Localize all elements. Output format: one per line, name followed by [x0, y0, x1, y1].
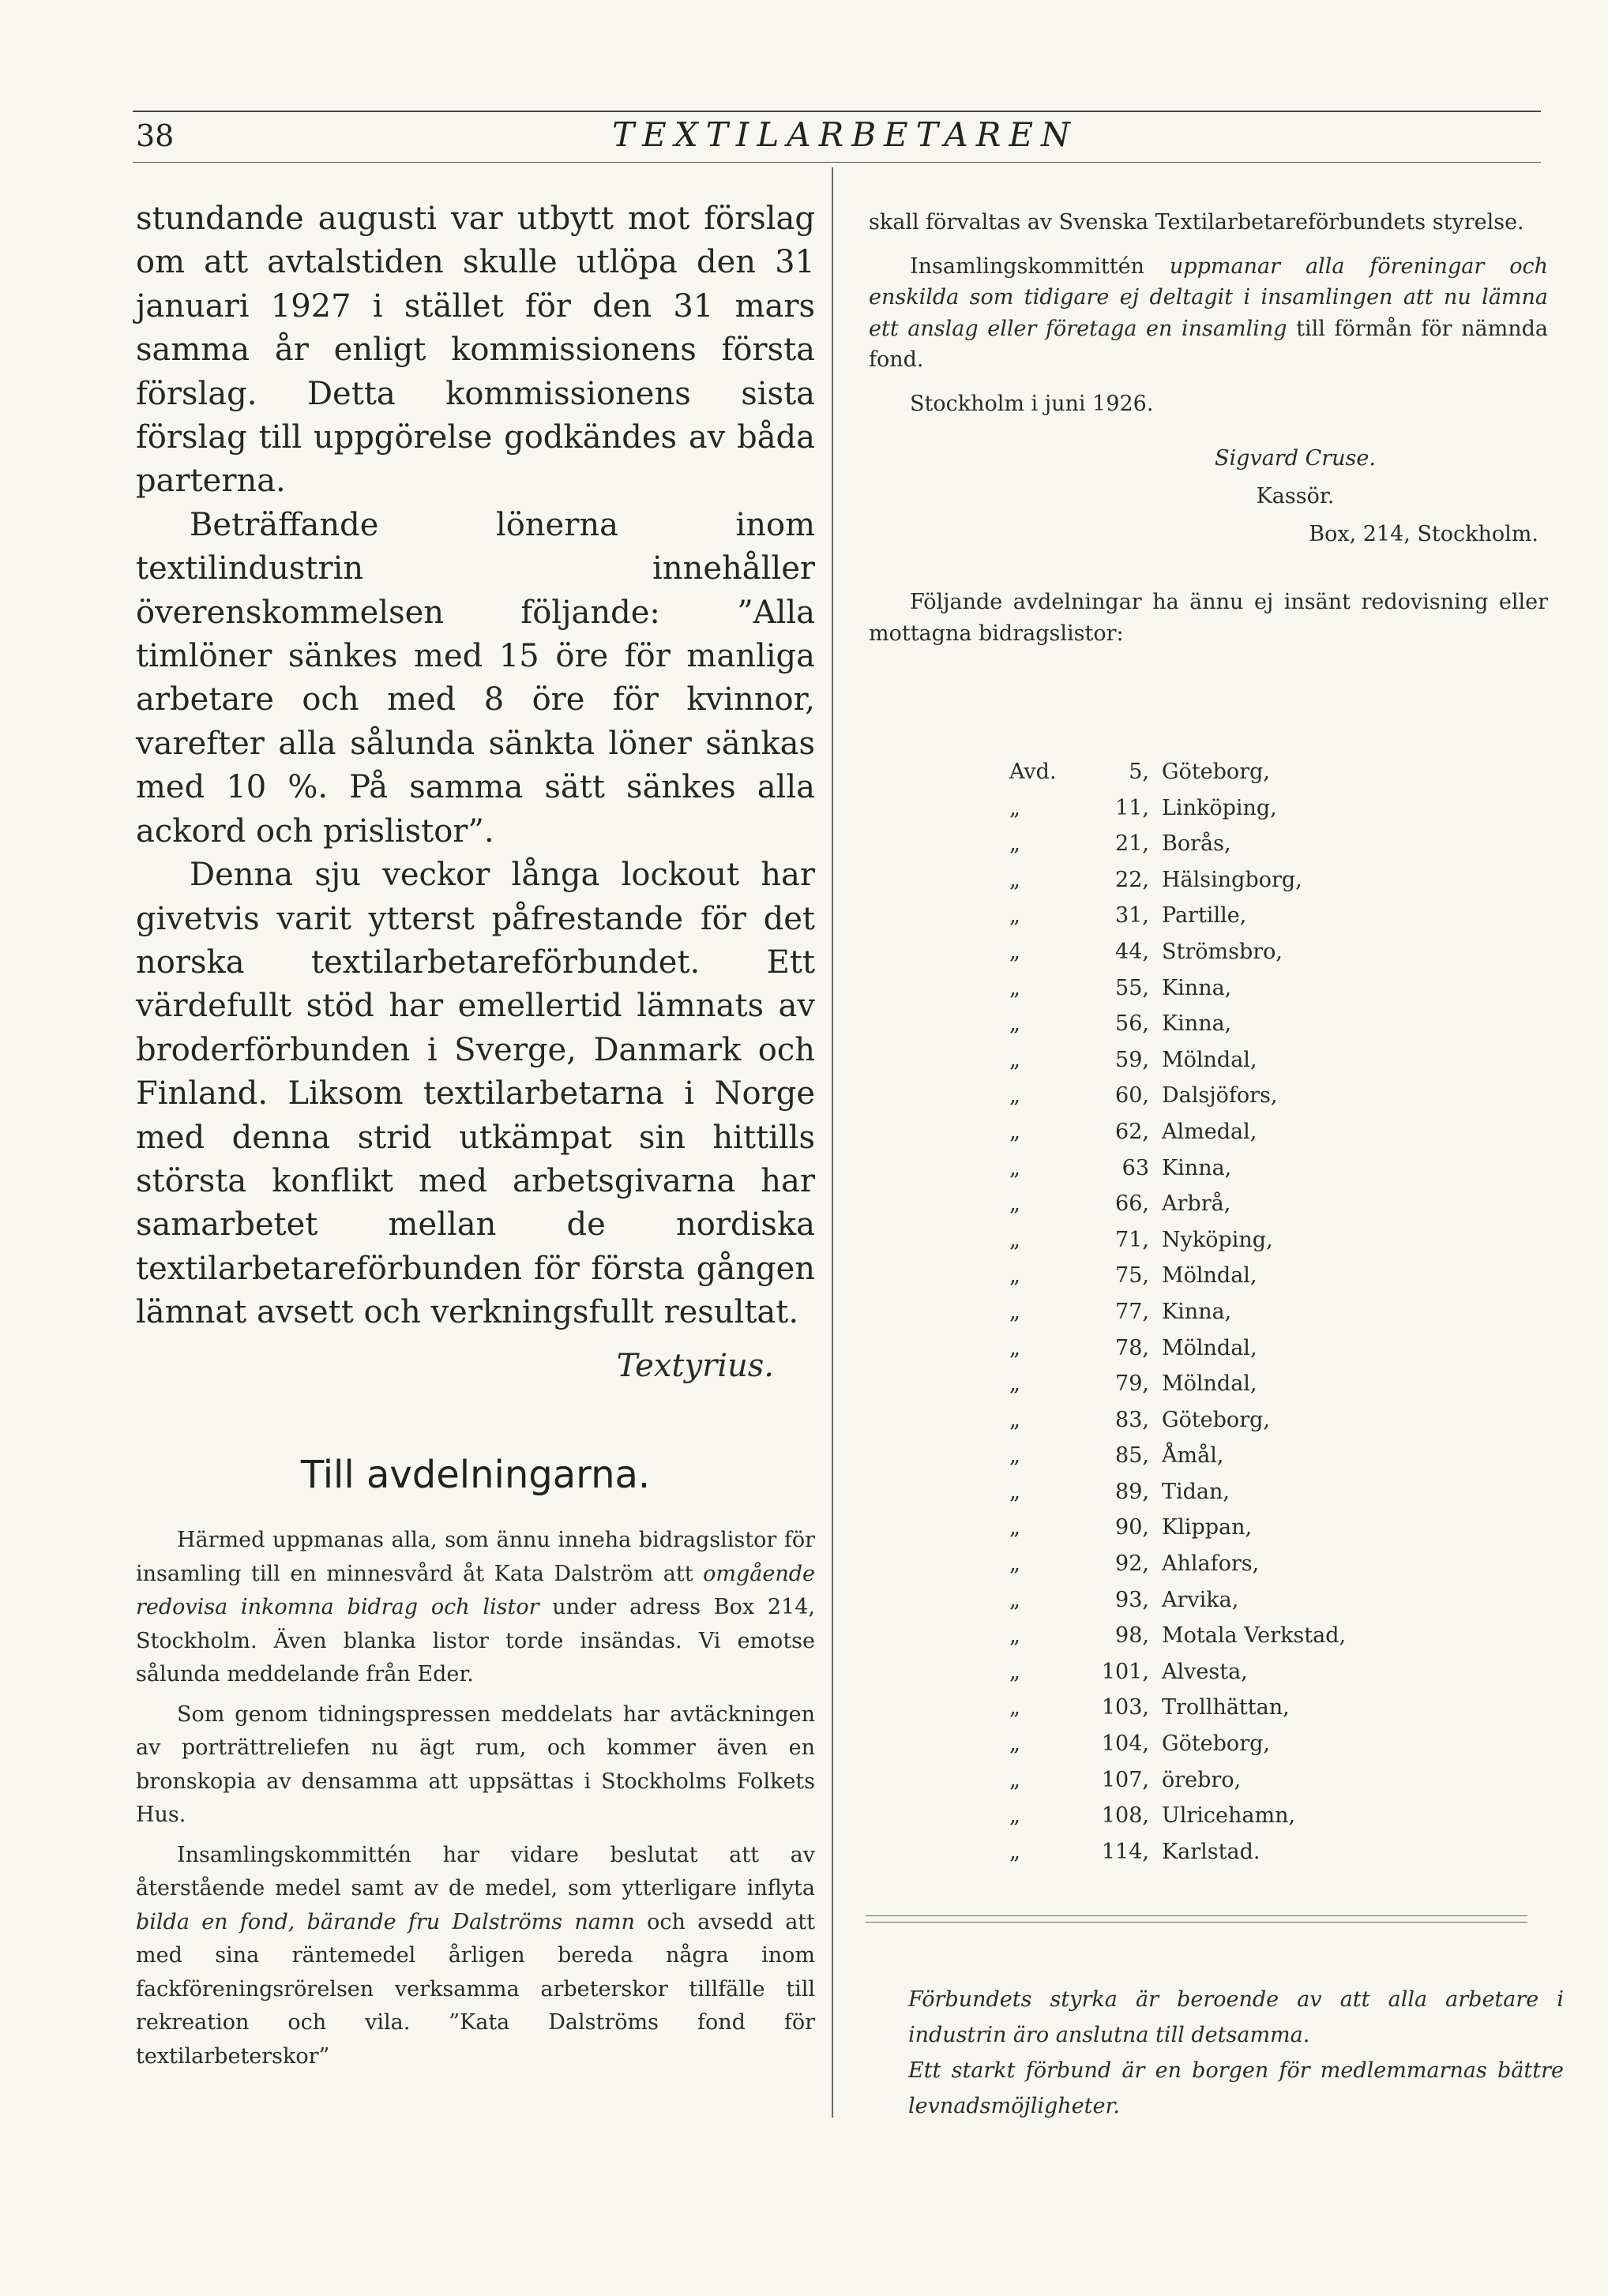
notice-paragraph: Som genom tidningspressen meddelats har avtäckningen av porträttreliefen nu ägt rum, och kommer även en bronskopia av densamma att uppsättas i Stockholms Folkets Hus.	[136, 1701, 815, 1827]
department-number: 11,	[1115, 795, 1149, 820]
department-item	[1009, 1654, 1420, 1690]
department-place: Motala Verkstad,	[1162, 1623, 1347, 1649]
department-place: Göteborg,	[1162, 1731, 1270, 1757]
department-number: 22,	[1115, 867, 1149, 892]
department-item	[1009, 826, 1420, 862]
department-place: Karlstad.	[1162, 1839, 1260, 1864]
department-item	[1009, 1258, 1420, 1294]
department-number: 75,	[1115, 1263, 1149, 1289]
department-number: 56,	[1115, 1011, 1149, 1037]
department-mark: „	[1009, 1155, 1020, 1180]
department-number: 107,	[1101, 1767, 1149, 1792]
department-place: Kinna,	[1162, 1155, 1232, 1180]
department-item	[1009, 1762, 1420, 1799]
department-item	[1009, 1510, 1420, 1546]
department-number: 79,	[1115, 1371, 1149, 1397]
department-place: Arbrå,	[1162, 1191, 1231, 1217]
department-mark: „	[1009, 795, 1020, 820]
department-place: Trollhättan,	[1162, 1695, 1290, 1720]
department-number: 77,	[1115, 1299, 1149, 1324]
continued-paragraph: skall förvaltas av Svenska Textilarbetareförbundets styrelse.	[869, 210, 1524, 234]
department-item	[1009, 862, 1420, 899]
department-number: 98,	[1115, 1623, 1149, 1649]
department-item	[1009, 1474, 1420, 1510]
department-mark: „	[1009, 1263, 1020, 1289]
department-number: 114,	[1101, 1839, 1149, 1864]
department-place: Ulricehamn,	[1162, 1803, 1296, 1829]
department-item	[1009, 1222, 1420, 1259]
right-column	[869, 207, 1548, 662]
department-number: 108,	[1101, 1803, 1149, 1829]
department-mark: „	[1009, 831, 1020, 857]
department-mark: „	[1009, 1731, 1020, 1757]
notice-text: Härmed uppmanas alla, som ännu inneha bidragslistor för insamling till en minnesvård åt Kata Dalström att	[136, 1528, 815, 1586]
department-mark: „	[1009, 1407, 1020, 1432]
department-number: 93,	[1115, 1587, 1149, 1612]
department-item	[1009, 1798, 1420, 1834]
department-place: Mölndal,	[1162, 1263, 1257, 1289]
department-item	[1009, 1186, 1420, 1222]
department-item	[1009, 1546, 1420, 1582]
department-place: Mölndal,	[1162, 1047, 1257, 1072]
department-mark: „	[1009, 1119, 1020, 1144]
department-mark: „	[1009, 1479, 1020, 1504]
department-number: 5,	[1129, 760, 1149, 784]
article-paragraph: Beträffande lönerna inom textilindustrin innehåller överenskommelsen följande: ”Alla timlöner sänkes med 15 öre för manliga arbetare och med 8 öre för kvinnor, varefter alla sålunda sänkta löner sänkas med 10 %. På samma sätt sänkes alla ackord och prislistor”.	[136, 506, 815, 850]
section-heading: Till avdelningarna.	[300, 1453, 651, 1497]
motto-line: Förbundets styrka är beroende av att alla arbetare i industrin äro anslutna till detsamma.	[908, 1987, 1564, 2047]
department-number: 31,	[1115, 903, 1149, 929]
running-title: TEXTILARBETAREN	[612, 115, 1078, 154]
appeal-text: till förmån för nämnda fond.	[869, 316, 1548, 372]
department-item	[1009, 1402, 1420, 1439]
department-place: Kinna,	[1162, 975, 1232, 1000]
appeal-emphasis: uppmanar alla föreningar och enskilda som tidigare ej deltagit i insamlingen att nu lämna ett anslag eller företaga en insamling	[869, 253, 1548, 341]
place-date: Stockholm i juni 1926.	[910, 391, 1154, 416]
department-item	[1009, 1294, 1420, 1330]
department-item	[1009, 1042, 1420, 1079]
department-place: Mölndal,	[1162, 1335, 1257, 1360]
department-place: Strömsbro,	[1162, 939, 1283, 964]
signer-name: Sigvard Cruse.	[1215, 446, 1376, 471]
department-place: Göteborg,	[1162, 760, 1270, 784]
column-divider	[832, 167, 833, 2118]
header-rule	[133, 162, 1541, 163]
department-number: 90,	[1115, 1515, 1149, 1540]
department-number: 78,	[1115, 1335, 1149, 1360]
department-mark: „	[1009, 1623, 1020, 1649]
department-number: 89,	[1115, 1479, 1149, 1504]
department-item	[1009, 1330, 1420, 1367]
department-mark: „	[1009, 1587, 1020, 1612]
department-item	[1009, 1114, 1420, 1150]
top-rule	[133, 111, 1541, 112]
department-mark: „	[1009, 1011, 1020, 1037]
department-mark: Avd.	[1009, 760, 1057, 784]
department-place: Almedal,	[1162, 1119, 1257, 1144]
footer-rule	[866, 1922, 1527, 1923]
department-item	[1009, 1690, 1420, 1726]
department-mark: „	[1009, 1047, 1020, 1072]
department-mark: „	[1009, 1695, 1020, 1720]
department-number: 101,	[1101, 1659, 1149, 1684]
department-place: Göteborg,	[1162, 1407, 1270, 1432]
list-intro: Följande avdelningar ha ännu ej insänt redovisning eller mottagna bidragslistor:	[869, 590, 1548, 646]
department-place: Mölndal,	[1162, 1371, 1257, 1397]
department-number: 44,	[1115, 939, 1149, 964]
department-number: 83,	[1115, 1407, 1149, 1432]
department-mark: „	[1009, 1443, 1020, 1469]
department-number: 66,	[1115, 1191, 1149, 1217]
page-number: 38	[136, 118, 175, 153]
notice-text: under adress Box 214, Stockholm. Även blanka listor torde insändas. Vi emotse sålunda meddelande från Eder.	[136, 1595, 815, 1686]
department-place: Alvesta,	[1162, 1659, 1248, 1684]
department-place: Partille,	[1162, 903, 1247, 929]
department-place: Nyköping,	[1162, 1227, 1273, 1252]
department-item	[1009, 1582, 1420, 1619]
department-mark: „	[1009, 975, 1020, 1000]
department-item	[1009, 934, 1420, 970]
department-place: Linköping,	[1162, 795, 1277, 820]
article-paragraph: Denna sju veckor långa lockout har givetvis varit ytterst påfrestande för det norska textilarbetareförbundet. Ett värdefullt stöd har emellertid lämnats av broderförbunden i Sverge, Danmark och Finland. Liksom textilarbetarna i Norge med denna strid utkämpat sin hittills största konflikt med arbetsgivarna har samarbetet mellan de nordiska textilarbetareförbunden för första gången lämnat avsett och verkningsfullt resultat.	[136, 857, 815, 1331]
department-item	[1009, 1834, 1420, 1870]
department-mark: „	[1009, 1551, 1020, 1577]
department-number: 59,	[1115, 1047, 1149, 1072]
department-number: 71,	[1115, 1227, 1149, 1252]
department-mark: „	[1009, 1299, 1020, 1324]
department-item	[1009, 1006, 1420, 1042]
department-number: 92,	[1115, 1551, 1149, 1577]
notice-paragraph	[136, 1839, 815, 2074]
article-paragraph: stundande augusti var utbytt mot förslag om att avtalstiden skulle utlöpa den 31 januari 1927 i stället för den 31 mars samma år enligt kommissionens första förslag. Detta kommissionens sista förslag till uppgörelse godkändes av båda parterna.	[136, 201, 815, 500]
department-item	[1009, 1726, 1420, 1762]
notice-paragraph	[136, 1524, 815, 1692]
department-number: 21,	[1115, 831, 1149, 857]
department-mark: „	[1009, 1227, 1020, 1252]
department-number: 62,	[1115, 1119, 1149, 1144]
department-place: örebro,	[1162, 1767, 1242, 1792]
department-mark: „	[1009, 939, 1020, 964]
department-mark: „	[1009, 903, 1020, 929]
department-item	[1009, 1150, 1420, 1187]
department-item	[1009, 898, 1420, 934]
department-mark: „	[1009, 1659, 1020, 1684]
department-item	[1009, 1618, 1420, 1654]
department-number: 103,	[1101, 1695, 1149, 1720]
department-place: Hälsingborg,	[1162, 867, 1302, 892]
department-place: Klippan,	[1162, 1515, 1253, 1540]
notice-column	[136, 1524, 815, 2080]
department-place: Kinna,	[1162, 1299, 1232, 1324]
department-number: 104,	[1101, 1731, 1149, 1757]
department-list	[1009, 754, 1420, 1870]
department-place: Åmål,	[1162, 1443, 1224, 1469]
motto-line: Ett starkt förbund är en borgen för medlemmarnas bättre levnadsmöjligheter.	[908, 2058, 1564, 2118]
department-item	[1009, 1366, 1420, 1402]
department-mark: „	[1009, 1767, 1020, 1792]
department-number: 63	[1121, 1155, 1149, 1180]
department-number: 85,	[1115, 1443, 1149, 1469]
department-number: 60,	[1115, 1083, 1149, 1109]
department-mark: „	[1009, 1839, 1020, 1864]
appeal-text: Insamlingskommittén	[910, 253, 1170, 279]
department-mark: „	[1009, 1371, 1020, 1397]
department-place: Tidan,	[1162, 1479, 1230, 1504]
notice-text: och avsedd att med sina räntemedel årligen bereda några inom fackföreningsrörelsen verksamma arbeterskor tillfälle till rekreation och vila. ”Kata Dalströms fond för textilarbeterskor”	[136, 1909, 815, 2069]
footer-rule	[866, 1915, 1527, 1916]
department-item	[1009, 970, 1420, 1007]
notice-emphasis: bilda en fond, bärande fru Dalströms namn	[136, 1909, 635, 1934]
department-mark: „	[1009, 1191, 1020, 1217]
department-mark: „	[1009, 1515, 1020, 1540]
notice-text: Insamlingskommittén har vidare beslutat att av återstående medel samt av de medel, som ytterligare inflyta	[136, 1842, 815, 1900]
department-item	[1009, 1438, 1420, 1474]
department-place: Kinna,	[1162, 1011, 1232, 1037]
department-number: 55,	[1115, 975, 1149, 1000]
department-item	[1009, 754, 1420, 790]
department-mark: „	[1009, 1803, 1020, 1829]
department-place: Ahlafors,	[1162, 1551, 1260, 1577]
department-item	[1009, 790, 1420, 827]
signer-title: Kassör.	[1256, 484, 1335, 508]
department-place: Borås,	[1162, 831, 1231, 857]
signer-address: Box, 214, Stockholm.	[1309, 522, 1538, 546]
notice-emphasis: omgående redovisa inkomna bidrag och listor	[136, 1561, 815, 1619]
article-signature: Textyrius.	[616, 1347, 774, 1384]
department-item	[1009, 1078, 1420, 1114]
appeal-paragraph	[869, 251, 1548, 376]
department-place: Dalsjöfors,	[1162, 1083, 1278, 1109]
department-place: Arvika,	[1162, 1587, 1239, 1612]
department-mark: „	[1009, 1335, 1020, 1360]
department-mark: „	[1009, 1083, 1020, 1109]
department-mark: „	[1009, 867, 1020, 892]
left-column	[136, 197, 815, 1388]
